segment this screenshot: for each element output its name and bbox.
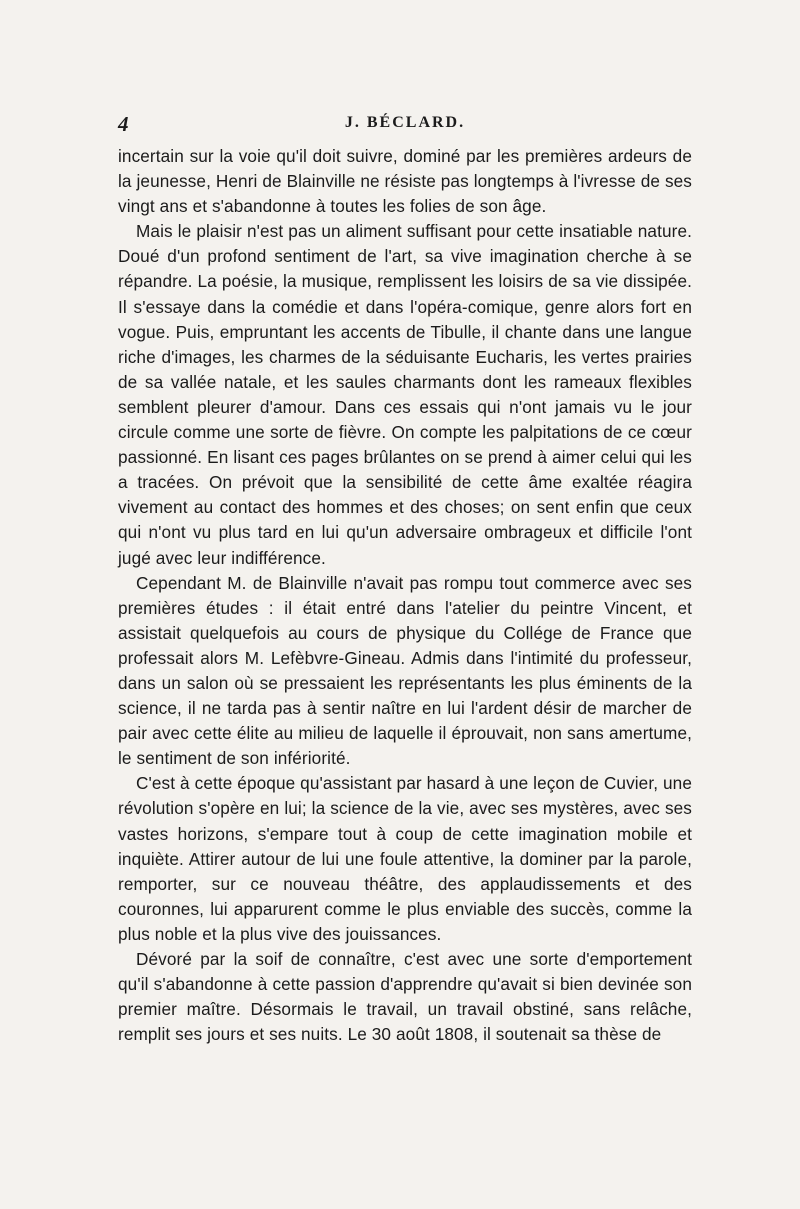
paragraph: C'est à cette époque qu'assistant par hasard à une leçon de Cuvier, une révolution s'opère en lui; la science de la vie, avec ses mystères, avec ses vastes horizons, s'empare tout à coup de cette imagination mobile et inquiète. Attirer autour de lui une foule attentive, la dominer par la parole, remporter, sur ce nouveau théâtre, des applaudissements et des couronnes, lui apparurent comme le plus enviable des succès, comme la plus noble et la plus vive des jouissances. bbox=[118, 773, 692, 944]
running-head bbox=[118, 112, 692, 142]
paragraph: Mais le plaisir n'est pas un aliment suffisant pour cette insatiable nature. Doué d'un profond sentiment de l'art, sa vive imagination cherche à se répandre. La poésie, la musique, remplissent les loisirs de sa vie dissipée. Il s'essaye dans la comédie et dans l'opéra-comique, genre alors fort en vogue. Puis, empruntant les accents de Tibulle, il chante dans une langue riche d'images, les charmes de la séduisante Eucharis, les vertes prairies de sa vallée natale, et les saules charmants dont les rameaux flexibles semblent pleurer d'amour. Dans ces essais qui n'ont jamais vu le jour circule comme une sorte de fièvre. On compte les palpitations de ce cœur passionné. En lisant ces pages brûlantes on se prend à aimer celui qui les a tracées. On prévoit que la sensibilité de cette âme exaltée réagira vivement au contact des hommes et des choses; on sent enfin que ceux qui n'ont vu plus tard en lui qu'un adversaire ombrageux et difficile l'ont jugé avec leur indifférence. bbox=[118, 221, 692, 568]
body-text bbox=[118, 144, 692, 1047]
paragraph: Dévoré par la soif de connaître, c'est avec une sorte d'emportement qu'il s'abandonne à cette passion d'apprendre qu'avait si bien devinée son premier maître. Désormais le travail, un travail obstiné, sans relâche, remplit ses jours et ses nuits. Le 30 août 1808, il soutenait sa thèse de bbox=[118, 949, 692, 1045]
book-page bbox=[118, 112, 692, 1047]
running-title: J. BÉCLARD. bbox=[344, 114, 466, 131]
paragraph: Cependant M. de Blainville n'avait pas rompu tout commerce avec ses premières études : il était entré dans l'atelier du peintre Vincent, et assistait quelquefois au cours de physique du Collége de France que professait alors M. Lefèbvre-Gineau. Admis dans l'intimité du professeur, dans un salon où se pressaient les représentants les plus éminents de la science, il ne tarda pas à sentir naître en lui l'ardent désir de marcher de pair avec cette élite au milieu de laquelle il éprouvait, non sans amertume, le sentiment de son infériorité. bbox=[118, 572, 692, 769]
page-number: 4 bbox=[118, 112, 129, 136]
paragraph-continuation: incertain sur la voie qu'il doit suivre, dominé par les premières ardeurs de la jeunesse, Henri de Blainville ne résiste pas longtemps à l'ivresse de ses vingt ans et s'abandonne à toutes les folies de son âge. bbox=[118, 146, 692, 217]
